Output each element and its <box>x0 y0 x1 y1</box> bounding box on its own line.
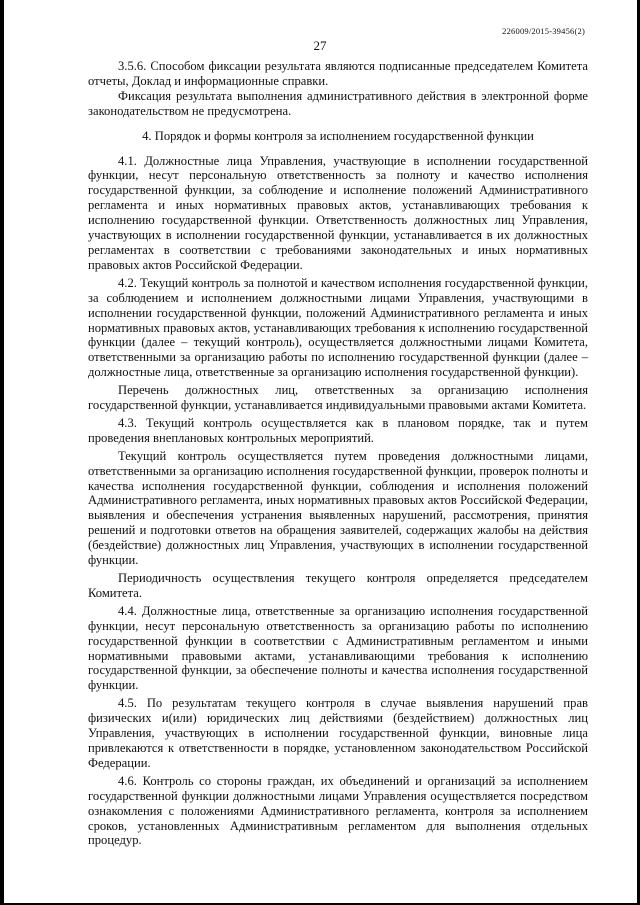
paragraph-4-6: 4.6. Контроль со стороны граждан, их объединений и организаций за исполнением государственной функции должностными лицами Управления осуществляется посредством ознакомления с положениями Административного регламента, контроля за исполнением сроков, установленных Административным регламентом для выполнения отдельных процедур. <box>88 773 588 848</box>
paragraph-4-3: 4.3. Текущий контроль осуществляется как в плановом порядке, так и путем проведения внеплановых контрольных мероприятий. <box>88 415 588 445</box>
document-id: 226009/2015-39456(2) <box>502 26 585 36</box>
paragraph-officials-list: Перечень должностных лиц, ответственных за организацию исполнения государственной функции, устанавливается индивидуальными правовыми актами Комитета. <box>88 383 588 413</box>
document-body <box>88 59 588 848</box>
paragraph-3-5-6: 3.5.6. Способом фиксации результата являются подписанные председателем Комитета отчеты, Доклад и информационные справки. <box>88 59 588 88</box>
scan-border-left <box>0 0 4 905</box>
paragraph-current-control: Текущий контроль осуществляется путем проведения должностными лицами, ответственными за организацию исполнения государственной функции, проверок полноты и качества исполнения государственной функции, соблюдения и исполнения положений Административного регламента, иных нормативных правовых актов Российской Федерации, выявления и обеспечения устранения выявленных нарушений, рассмотрения, принятия решений и подготовки ответов на обращения заявителей, содержащих жалобы на действия (бездействие) должностных лиц Управления, участвующих в исполнении государственной функции. <box>88 448 588 568</box>
paragraph-fixation-note: Фиксация результата выполнения административного действия в электронной форме законодательством не предусмотрена. <box>88 88 588 118</box>
page-number: 27 <box>313 38 327 53</box>
paragraph-periodicity: Периодичность осуществления текущего контроля определяется председателем Комитета. <box>88 571 588 600</box>
paragraph-4-1: 4.1. Должностные лица Управления, участвующие в исполнении государственной функции, несут персональную ответственность за полноту и качество исполнения государственной функции, за соблюдение и исполнение положений Административного регламента и иных нормативных правовых актов, устанавливающих требования к исполнению государственной функции. Ответственность должностных лиц Управления, участвующих в исполнении государственной функции, устанавливается в их должностных регламентах в соответствии с требованиями законодательных и иных нормативных правовых актов Российской Федерации. <box>88 153 588 272</box>
paragraph-4-4: 4.4. Должностные лица, ответственные за организацию исполнения государственной функции, несут персональную ответственность за организацию работы по исполнению государственной функции в соответствии с Административным регламентом и иными нормативными правовыми актами, устанавливающими требования к исполнению государственной функции, за обеспечение полноты и качества исполнения государственной функции. <box>88 603 588 693</box>
section-heading: 4. Порядок и формы контроля за исполнением государственной функции <box>142 128 534 143</box>
paragraph-4-5: 4.5. По результатам текущего контроля в случае выявления нарушений прав физических и(или) юридических лиц действиями (бездействием) должностных лиц Управления, участвующих в исполнении государственной функции, виновные лица привлекаются к ответственности в порядке, установленном законодательством Российской Федерации. <box>88 696 588 770</box>
paragraph-4-2: 4.2. Текущий контроль за полнотой и качеством исполнения государственной функции, за соблюдением и исполнением должностными лицами Управления, участвующими в исполнении государственной функции, положений Административного регламента и иных нормативных правовых актов, устанавливающих требования к исполнению государственной функции (далее – текущий контроль), осуществляется должностными лицами Комитета, ответственными за организацию работы по исполнению государственной функции (далее – должностные лица, ответственные за организацию исполнения государственной функции). <box>88 275 588 380</box>
